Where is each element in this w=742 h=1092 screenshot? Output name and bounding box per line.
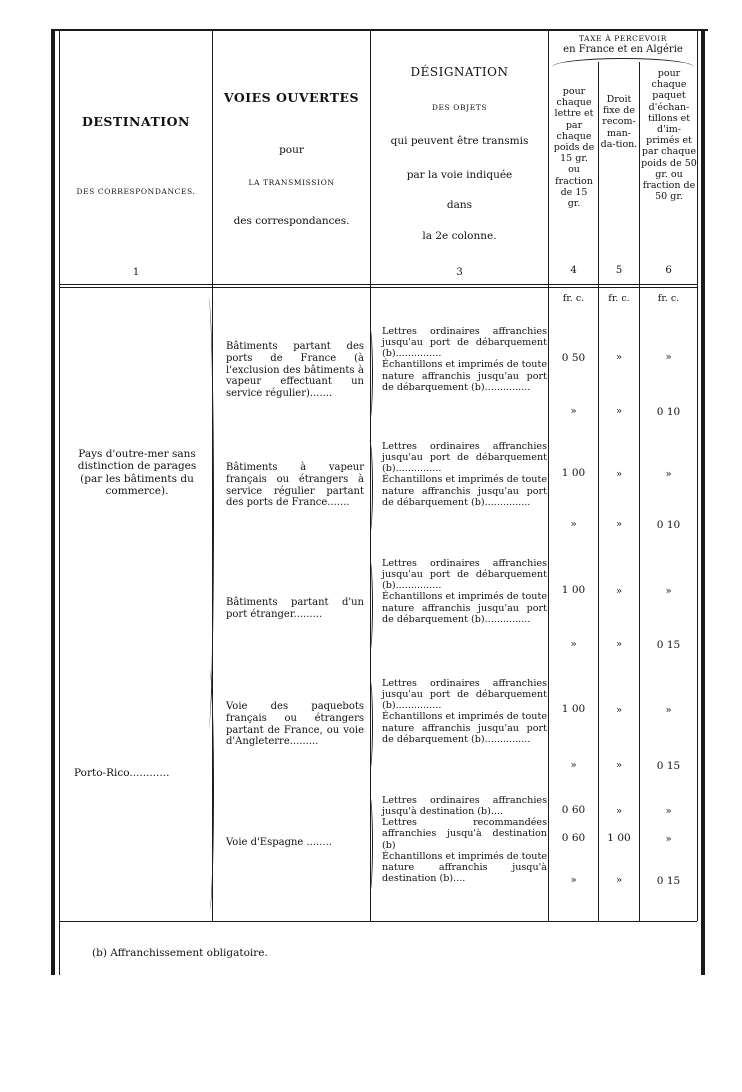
frame-right-thick <box>701 29 705 975</box>
objet-echantillons: Échantillons et imprimés de toute nature affranchis jusqu'au port de débarquement (b)............... <box>382 711 547 745</box>
objet-echantillons: Échantillons et imprimés de toute nature affranchis jusqu'au port de débarquement (b)............... <box>382 359 547 393</box>
header-taxe-l1: TAXE À PERCEVOIR <box>578 34 668 43</box>
value-r6-c4: » <box>570 639 577 650</box>
value-r1-c6: » <box>665 352 672 363</box>
value-r1-c4: 0 50 <box>561 352 586 364</box>
value-r10-c4: 0 60 <box>561 832 586 844</box>
unit-col5: fr. c. <box>608 293 630 304</box>
col-sep-4 <box>598 62 599 921</box>
header-voies-sub: des correspondances. <box>233 215 350 227</box>
objets-group-3 <box>382 558 547 625</box>
unit-col4: fr. c. <box>562 293 585 304</box>
objet-lettres: Lettres ordinaires affranchies jusqu'au port de débarquement (b)............... <box>382 441 547 475</box>
header-voies-pour: pour <box>279 144 304 156</box>
value-r7-c6: » <box>665 705 672 716</box>
value-r1-c5: » <box>615 352 623 363</box>
value-r7-c4: 1 00 <box>561 703 586 715</box>
value-r5-c6: » <box>665 586 672 597</box>
frame-left-thick <box>51 29 55 975</box>
header-designation-l1: qui peuvent être transmis <box>390 135 529 147</box>
voie-1: Bâtiments partant des ports de France (à l'exclusion des bâtiments à vapeur effectuant un service régulier)....... <box>226 341 364 400</box>
header-voies-sc: LA TRANSMISSION <box>248 178 335 187</box>
header-designation-l4: la 2e colonne. <box>422 230 497 242</box>
col-sep-5 <box>639 62 640 921</box>
header-col-num-6: 6 <box>665 265 672 276</box>
objet-lettres: Lettres ordinaires affranchies jusqu'au port de débarquement (b)............... <box>382 326 547 360</box>
header-col-num-3: 3 <box>456 267 463 278</box>
brace-voie-5 <box>366 794 373 894</box>
header-taxe-l2: en France et en Algérie <box>563 44 683 55</box>
objets-group-4 <box>382 678 547 745</box>
value-r11-c5: » <box>615 875 623 886</box>
voie-4: Voie des paquebots français ou étrangers partant de France, ou voie d'Angleterre......... <box>226 701 364 748</box>
frame-right-thin <box>697 31 698 921</box>
objet-lettres: Lettres ordinaires affranchies jusqu'au port de débarquement (b)............... <box>382 678 547 712</box>
objet-lettres-destination: Lettres ordinaires affranchies jusqu'à destination (b).... <box>382 795 547 818</box>
value-r10-c5: 1 00 <box>607 832 631 844</box>
header-voies-title: VOIES OUVERTES <box>223 90 360 105</box>
header-designation-l2: par la voie indiquée <box>406 169 513 181</box>
value-r2-c5: » <box>615 406 623 417</box>
objets-group-1 <box>382 326 547 393</box>
frame-left-thin <box>59 31 60 975</box>
value-r3-c5: » <box>615 469 623 480</box>
value-r4-c6: 0 10 <box>656 519 681 531</box>
value-r3-c4: 1 00 <box>561 467 586 479</box>
header-designation-sc: DES OBJETS <box>431 103 488 112</box>
value-r5-c5: » <box>615 586 623 597</box>
destination-pays: Pays d'outre-mer sans distinction de parages (par les bâtiments du commerce). <box>77 448 197 498</box>
header-col-num-4: 4 <box>570 265 577 276</box>
value-r5-c4: 1 00 <box>561 584 586 596</box>
destination-porto-rico: Porto-Rico............ <box>74 767 170 779</box>
value-r11-c4: » <box>570 875 577 886</box>
value-r4-c5: » <box>615 519 623 530</box>
value-r10-c6: » <box>665 834 672 845</box>
value-r2-c6: 0 10 <box>656 406 681 418</box>
value-r2-c4: » <box>570 406 577 417</box>
value-r6-c5: » <box>615 639 623 650</box>
header-designation-l3: dans <box>446 199 473 211</box>
voie-3: Bâtiments partant d'un port étranger......... <box>226 597 364 620</box>
value-r9-c5: » <box>615 806 623 817</box>
brace-destination-porto <box>205 670 214 910</box>
objet-echantillons-destination: Échantillons et imprimés de toute nature affranchis jusqu'à destination (b).... <box>382 850 547 884</box>
value-r8-c4: » <box>570 760 577 771</box>
brace-voie-3 <box>366 558 373 653</box>
brace-voie-2 <box>366 440 373 535</box>
objets-group-5 <box>382 795 547 884</box>
header-destination-sub: DES CORRESPONDANCES. <box>76 187 196 196</box>
objet-echantillons: Échantillons et imprimés de toute nature affranchis jusqu'au port de débarquement (b)............... <box>382 474 547 508</box>
frame-top <box>52 29 708 31</box>
header-col-num-1: 1 <box>132 267 140 278</box>
objet-recommandees-destination: Lettres recommandées affranchies jusqu'à destination (b) <box>382 817 547 851</box>
footnote: (b) Affranchissement obligatoire. <box>92 947 268 959</box>
value-r8-c6: 0 15 <box>656 760 681 772</box>
brace-voie-1 <box>366 326 373 421</box>
header-col5: Droit fixe de recom-man-da-tion. <box>600 94 638 150</box>
header-col6: pour chaque paquet d'échan-tillons et d'im-primés et par chaque poids de 50 gr. ou fraction de 50 gr. <box>641 68 697 203</box>
header-destination-title: DESTINATION <box>82 114 190 129</box>
value-r11-c6: 0 15 <box>656 875 681 887</box>
brace-destination-pays <box>203 298 214 728</box>
value-r7-c5: » <box>615 705 623 716</box>
value-r6-c6: 0 15 <box>656 639 681 651</box>
value-r3-c6: » <box>665 469 672 480</box>
voie-5: Voie d'Espagne ........ <box>226 837 332 848</box>
header-rule-2 <box>60 287 697 288</box>
value-r4-c4: » <box>570 519 577 530</box>
voie-2: Bâtiments à vapeur français ou étrangers à service régulier partant des ports de France....... <box>226 462 364 509</box>
unit-col6: fr. c. <box>657 293 680 304</box>
value-r9-c4: 0 60 <box>561 804 586 816</box>
brace-voie-4 <box>366 677 373 772</box>
objet-lettres: Lettres ordinaires affranchies jusqu'au port de débarquement (b)............... <box>382 558 547 592</box>
objets-group-2 <box>382 441 547 508</box>
taxe-group-brace <box>552 58 694 67</box>
objet-echantillons: Échantillons et imprimés de toute nature affranchis jusqu'au port de débarquement (b)............... <box>382 591 547 625</box>
value-r8-c5: » <box>615 760 623 771</box>
value-r9-c6: » <box>665 806 672 817</box>
header-rule-1 <box>60 284 697 285</box>
header-col4: pour chaque lettre et par chaque poids de 15 gr. ou fraction de 15 gr. <box>553 86 595 210</box>
footnote-rule <box>60 921 697 922</box>
header-col-num-5: 5 <box>615 265 623 276</box>
header-designation-title: DÉSIGNATION <box>410 65 509 79</box>
